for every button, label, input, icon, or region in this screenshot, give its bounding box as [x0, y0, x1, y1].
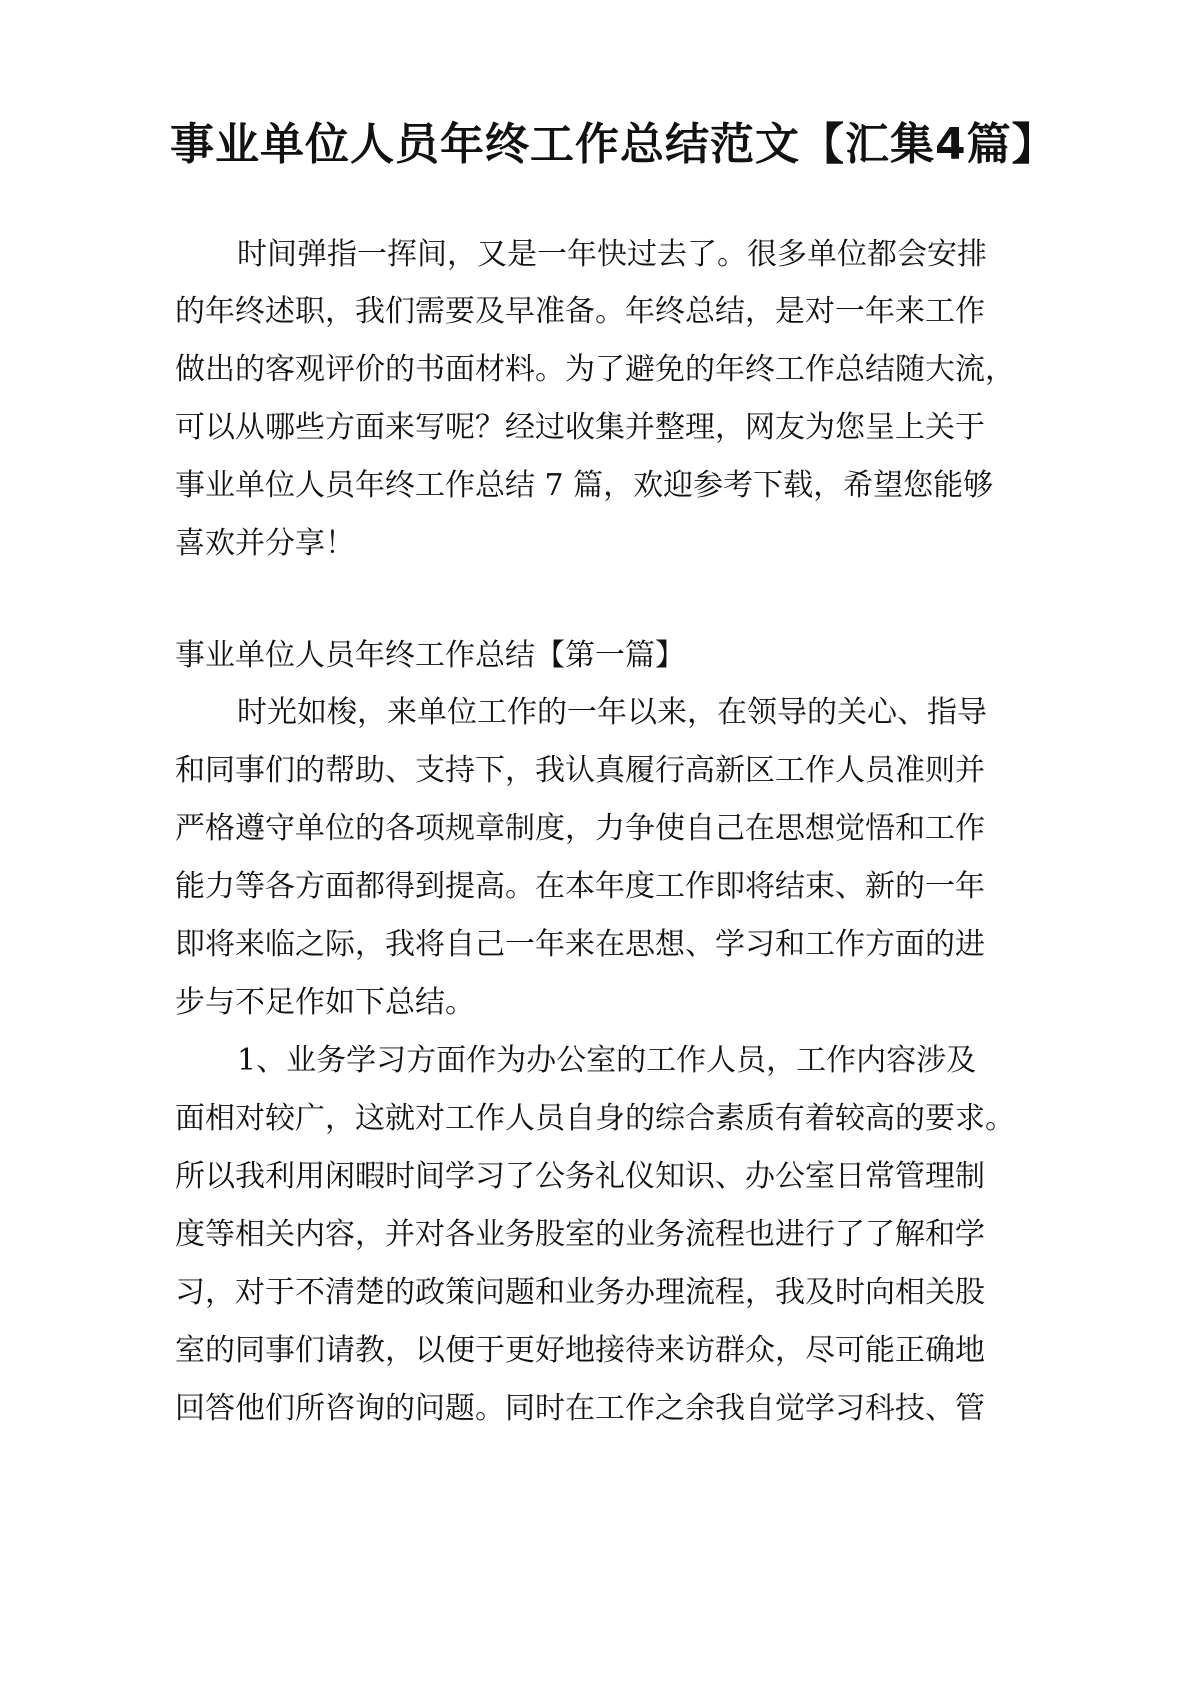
intro-line: 可以从哪些方面来写呢？经过收集并整理，网友为您呈上关于: [175, 410, 985, 445]
paragraph-line: 步与不足作如下总结。: [175, 985, 475, 1020]
paragraph-line: 习，对于不清楚的政策问题和业务办理流程，我及时向相关股: [175, 1275, 985, 1310]
intro-line: 事业单位人员年终工作总结 7 篇，欢迎参考下载，希望您能够: [175, 468, 994, 503]
section-heading: 事业单位人员年终工作总结【第一篇】: [175, 638, 685, 673]
paragraph-line: 回答他们所咨询的问题。同时在工作之余我自觉学习科技、管: [175, 1391, 985, 1426]
intro-line: 做出的客观评价的书面材料。为了避免的年终工作总结随大流，: [175, 352, 1015, 387]
paragraph-line: 严格遵守单位的各项规章制度，力争使自己在思想觉悟和工作: [175, 811, 985, 846]
paragraph-line: 即将来临之际，我将自己一年来在思想、学习和工作方面的进: [175, 927, 985, 962]
paragraph-line: 1、业务学习方面作为办公室的工作人员，工作内容涉及: [237, 1043, 977, 1078]
paragraph-line: 度等相关内容，并对各业务股室的业务流程也进行了了解和学: [175, 1217, 985, 1252]
document-title: 事业单位人员年终工作总结范文【汇集4篇】: [170, 119, 1057, 170]
intro-line: 时间弹指一挥间，又是一年快过去了。很多单位都会安排: [237, 237, 987, 272]
paragraph-line: 能力等各方面都得到提高。在本年度工作即将结束、新的一年: [175, 869, 985, 904]
paragraph-line: 面相对较广，这就对工作人员自身的综合素质有着较高的要求。: [175, 1101, 1015, 1136]
intro-line: 喜欢并分享！: [175, 526, 355, 561]
paragraph-line: 时光如梭，来单位工作的一年以来，在领导的关心、指导: [237, 695, 987, 730]
paragraph-line: 室的同事们请教，以便于更好地接待来访群众，尽可能正确地: [175, 1333, 985, 1368]
paragraph-line: 所以我利用闲暇时间学习了公务礼仪知识、办公室日常管理制: [175, 1159, 985, 1194]
intro-line: 的年终述职，我们需要及早准备。年终总结，是对一年来工作: [175, 294, 985, 329]
paragraph-line: 和同事们的帮助、支持下，我认真履行高新区工作人员准则并: [175, 753, 985, 788]
